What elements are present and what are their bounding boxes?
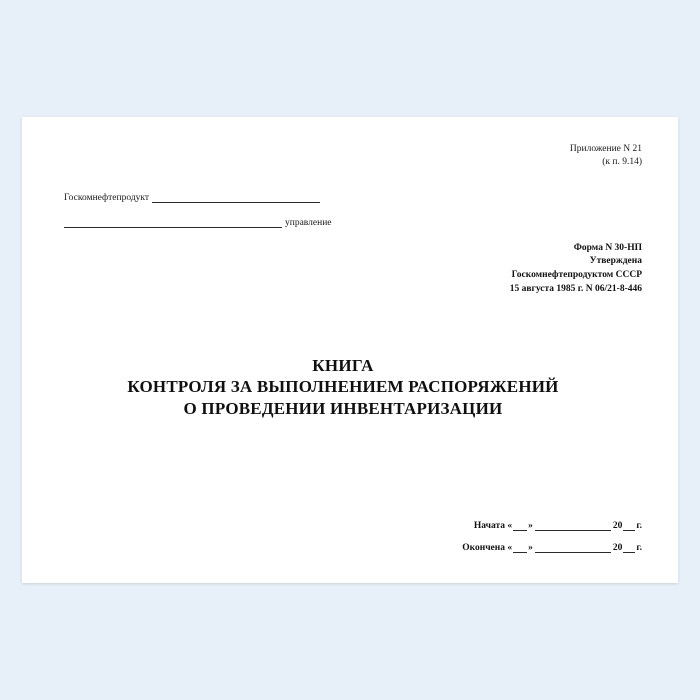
title-line-1: КНИГА bbox=[312, 355, 374, 375]
form-number: Форма N 30-НП bbox=[573, 242, 642, 253]
appendix-clause: (к п. 9.14) bbox=[602, 156, 642, 167]
organization-fill-line[interactable] bbox=[152, 191, 320, 203]
start-date-row bbox=[462, 520, 642, 531]
date-fields-block bbox=[462, 520, 642, 553]
form-date: 15 августа 1985 г. N 06/21-8-446 bbox=[509, 283, 642, 294]
end-quote-close: » bbox=[528, 543, 533, 553]
end-year-prefix: 20 bbox=[612, 543, 623, 553]
form-approval-block bbox=[42, 242, 642, 297]
start-year-suffix: г. bbox=[636, 521, 642, 531]
page-title bbox=[42, 355, 644, 420]
start-quote-close: » bbox=[528, 521, 533, 531]
organization-label: Госкомнефтепродукт bbox=[64, 192, 150, 203]
department-fill-line[interactable] bbox=[64, 216, 282, 228]
start-day-field[interactable] bbox=[513, 520, 527, 531]
end-date-row bbox=[462, 542, 642, 553]
form-authority: Госкомнефтепродуктом СССР bbox=[511, 270, 642, 281]
end-year-field[interactable] bbox=[623, 542, 635, 553]
appendix-block bbox=[42, 143, 642, 169]
page-content bbox=[22, 117, 678, 583]
title-line-2: КОНТРОЛЯ ЗА ВЫПОЛНЕНИЕМ РАСПОРЯЖЕНИЙ bbox=[127, 377, 559, 397]
department-label: управление bbox=[285, 217, 332, 228]
organization-line-1 bbox=[64, 191, 644, 203]
start-date-label: Начата « bbox=[473, 521, 513, 531]
form-approved: Утверждена bbox=[589, 256, 642, 267]
title-line-3: О ПРОВЕДЕНИИ ИНВЕНТАРИЗАЦИИ bbox=[183, 399, 503, 419]
start-year-prefix: 20 bbox=[612, 521, 623, 531]
document-page bbox=[22, 117, 678, 583]
end-year-suffix: г. bbox=[636, 543, 642, 553]
organization-block bbox=[64, 191, 644, 228]
organization-line-2 bbox=[42, 216, 644, 228]
start-year-field[interactable] bbox=[623, 520, 635, 531]
end-day-field[interactable] bbox=[513, 542, 527, 553]
appendix-number: Приложение N 21 bbox=[569, 144, 642, 154]
start-month-field[interactable] bbox=[535, 520, 611, 531]
end-month-field[interactable] bbox=[535, 542, 611, 553]
end-date-label: Окончена « bbox=[462, 543, 513, 553]
